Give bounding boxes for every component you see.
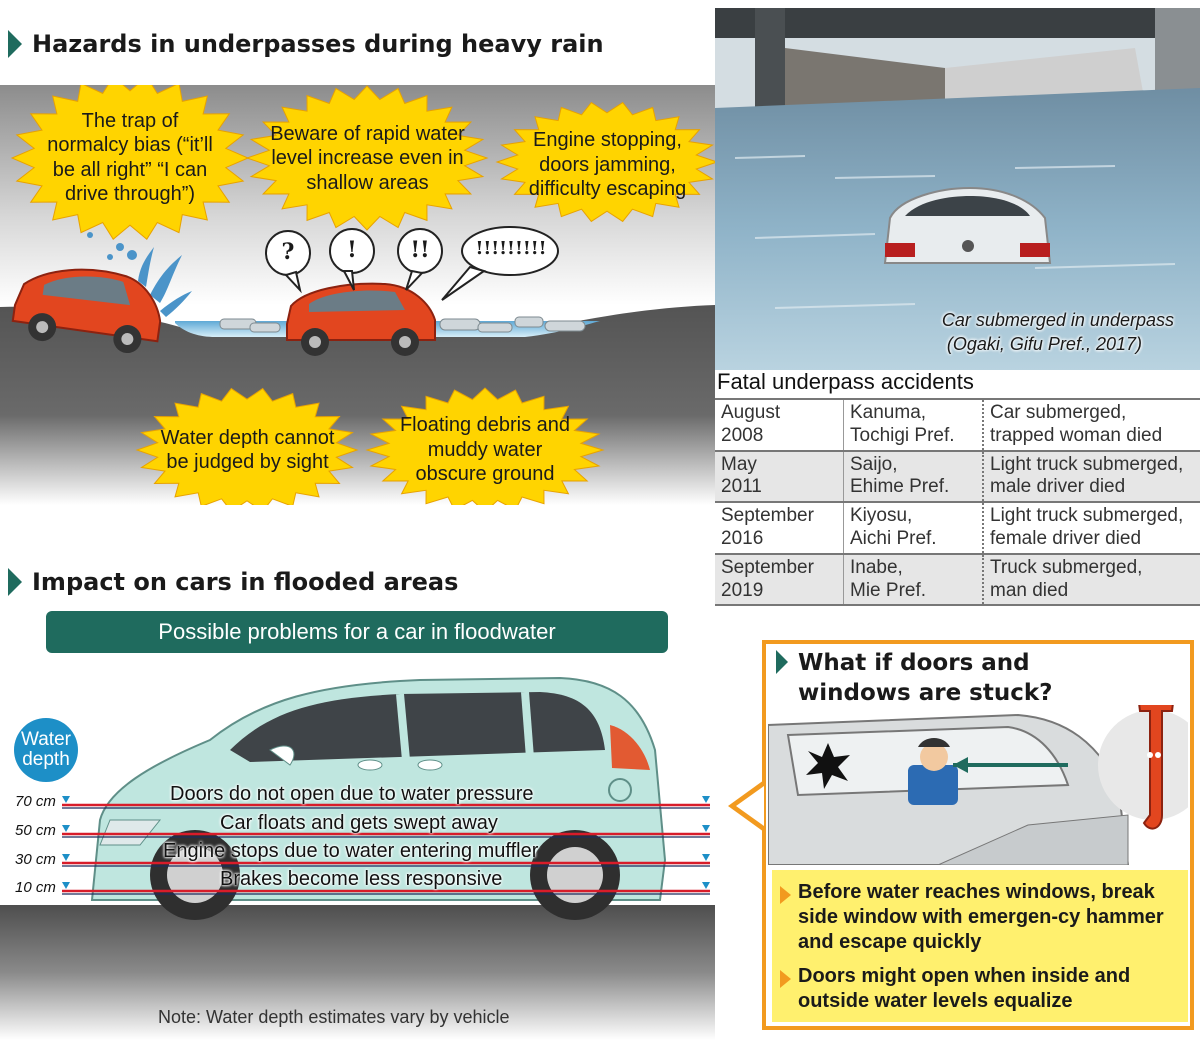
bubble-exclaim-2: !! (410, 237, 430, 263)
accident-place: Saijo, Ehime Pref. (844, 451, 984, 503)
level-text-50: Car floats and gets swept away (220, 812, 498, 834)
accident-date: September 2016 (721, 505, 814, 549)
tip-bullet-icon (780, 970, 791, 988)
depth-label-70: 70 cm (15, 793, 56, 810)
accidents-title: Fatal underpass accidents (717, 369, 974, 394)
impact-title: Impact on cars in flooded areas (32, 568, 459, 596)
panel-pointer-inner (736, 786, 764, 826)
depth-marker-icon (62, 796, 70, 803)
section-marker-icon (776, 650, 788, 674)
accident-row (715, 502, 1200, 554)
tip-break-window: Before water reaches windows, break side window with emergen-cy hammer and escape quickly (798, 881, 1164, 953)
problems-banner (46, 611, 668, 653)
depth-label-50: 50 cm (15, 822, 56, 839)
accident-date: May 2011 (721, 453, 762, 498)
depth-marker-icon (702, 796, 710, 803)
hazard-burst-debris: Floating debris and muddy water obscure ground (399, 414, 571, 486)
tip-bullet-icon (780, 886, 791, 904)
depth-marker-icon (702, 825, 710, 832)
problems-banner-text: Possible problems for a car in floodwater (158, 619, 556, 644)
water-depth-badge (14, 718, 78, 782)
accident-place: Inabe, Mie Pref. (844, 554, 984, 606)
depth-marker-icon (62, 825, 70, 832)
stuck-title-line1: What if doors and (798, 650, 1030, 676)
section-marker-icon (8, 30, 22, 58)
accident-event: Light truck submerged, male driver died (983, 451, 1200, 503)
water-depth-label: Water depth (21, 729, 71, 770)
hazard-burst-rapid-water-rise: Beware of rapid water level increase even in shallow areas (270, 122, 465, 194)
depth-marker-icon (702, 882, 710, 889)
accident-row (715, 554, 1200, 606)
hazard-burst-water-depth: Water depth cannot be judged by sight (160, 426, 335, 473)
accident-date: September 2019 (721, 556, 814, 601)
bubble-exclaim-1: ! (347, 237, 357, 263)
level-text-30: Engine stops due to water entering muffler (163, 840, 539, 862)
hazard-burst-engine-doors: Engine stopping, doors jamming, difficulty escaping (528, 129, 687, 201)
depth-label-10: 10 cm (15, 879, 56, 896)
photo-caption-title: Car submerged in underpass (941, 310, 1174, 330)
level-text-10: Brakes become less responsive (220, 868, 503, 890)
depth-marker-icon (62, 882, 70, 889)
accident-place: Kiyosu, Aichi Pref. (844, 502, 984, 554)
accidents-table (715, 398, 1200, 606)
depth-marker-icon (702, 854, 710, 861)
bubble-exclaim-many: !!!!!!!!! (475, 238, 547, 259)
section-marker-icon (8, 568, 22, 596)
photo-caption-source: (Ogaki, Gifu Pref., 2017) (946, 334, 1142, 354)
accident-date: August 2008 (721, 402, 781, 446)
accident-row (715, 451, 1200, 503)
accident-event: Truck submerged, man died (983, 554, 1200, 606)
depth-marker-icon (62, 854, 70, 861)
accident-event: Car submerged, trapped woman died (983, 399, 1200, 451)
accident-event: Light truck submerged, female driver died (983, 502, 1200, 554)
trapped-driver-illustration (768, 705, 1188, 865)
hazards-title: Hazards in underpasses during heavy rain (32, 30, 604, 58)
hazard-burst-normalcy-bias: The trap of normalcy bias (“it’ll be all right” “I can drive through”) (47, 109, 213, 205)
accident-place: Kanuma, Tochigi Pref. (844, 399, 984, 451)
level-text-70: Doors do not open due to water pressure (170, 783, 534, 805)
bubble-question: ? (281, 239, 295, 265)
depth-note: Note: Water depth estimates vary by vehicle (158, 1007, 510, 1027)
accident-row (715, 399, 1200, 451)
tip-doors-equalize: Doors might open when inside and outside water levels equalize (798, 965, 1131, 1012)
depth-label-30: 30 cm (15, 851, 56, 868)
stuck-title-line2: windows are stuck? (798, 680, 1053, 706)
